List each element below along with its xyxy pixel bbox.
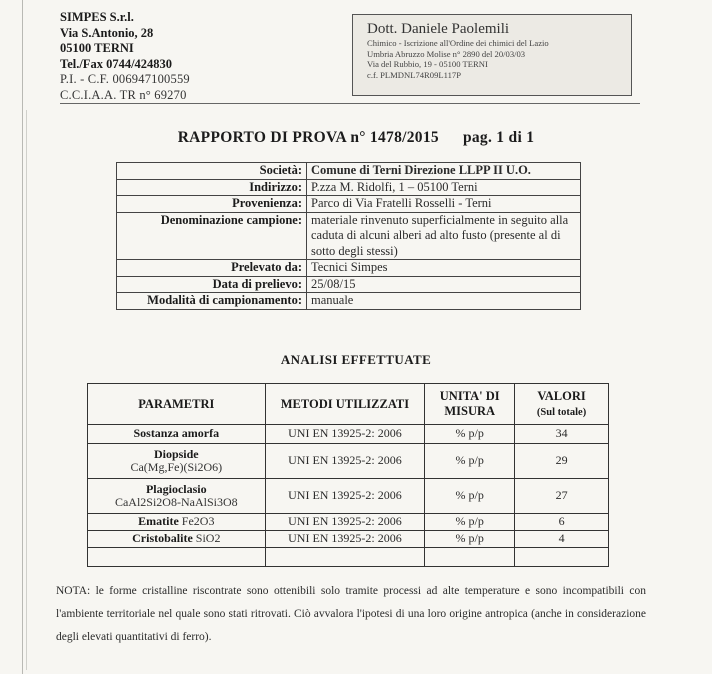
sample-info-table <box>116 162 581 310</box>
info-value: Comune di Terni Direzione LLPP II U.O. <box>307 163 581 180</box>
param-cell <box>88 425 266 444</box>
info-label: Prelevato da: <box>117 260 307 277</box>
scan-edge-line <box>22 0 23 674</box>
info-row <box>117 163 581 180</box>
empty-cell <box>425 548 515 567</box>
info-row <box>117 293 581 310</box>
stamp-line-1: Chimico - Iscrizione all'Ordine dei chimici del Lazio <box>367 38 549 48</box>
info-row <box>117 276 581 293</box>
company-telfax: Tel./Fax 0744/424830 <box>60 56 173 71</box>
stamp-line-3: Via del Rubbio, 19 - 05100 TERNI <box>367 59 488 69</box>
info-row <box>117 179 581 196</box>
company-name: SIMPES S.r.l. <box>60 10 134 24</box>
unit-cell: % p/p <box>425 531 515 548</box>
info-label: Denominazione campione: <box>117 212 307 260</box>
company-piva: P.I. - C.F. 006947100559 <box>60 72 190 86</box>
header-unita <box>425 384 515 425</box>
results-table <box>87 383 609 567</box>
note-paragraph: NOTA: le forme cristalline riscontrate sono ottenibili solo tramite processi ad alte temperature e sono incompatibili con l'ambiente territoriale nel quale sono stati ritrovati. Ciò avvalora l'ipotesi di una loro origine antropica (anche in considerazione degli elevati quantitativi di ferro). <box>56 585 646 643</box>
info-value: Tecnici Simpes <box>307 260 581 277</box>
method-cell: UNI EN 13925-2: 2006 <box>265 479 425 514</box>
method-cell: UNI EN 13925-2: 2006 <box>265 531 425 548</box>
header-divider <box>60 103 640 104</box>
value-cell: 27 <box>515 479 609 514</box>
info-row <box>117 260 581 277</box>
header-unita-line1: UNITA' DI <box>439 389 500 403</box>
report-number: RAPPORTO DI PROVA n° 1478/2015 <box>177 129 439 146</box>
scan-margin-line <box>26 110 27 670</box>
value-cell: 29 <box>515 444 609 479</box>
param-name: Ematite <box>138 514 179 529</box>
empty-cell <box>265 548 425 567</box>
report-page: pag. 1 di 1 <box>462 129 535 146</box>
param-formula: Ca(Mg,Fe)(Si2O6) <box>130 460 223 474</box>
company-city: 05100 TERNI <box>60 41 134 55</box>
info-label: Data di prelievo: <box>117 276 307 293</box>
table-row-empty <box>88 548 609 567</box>
info-row <box>117 196 581 213</box>
header-unita-line2: MISURA <box>444 404 496 418</box>
param-formula: CaAl2Si2O8-NaAlSi3O8 <box>114 495 238 509</box>
method-cell: UNI EN 13925-2: 2006 <box>265 425 425 444</box>
empty-cell <box>88 548 266 567</box>
param-name: Sostanza amorfa <box>133 426 220 441</box>
header-parametri: PARAMETRI <box>88 384 266 425</box>
param-formula: SiO2 <box>195 531 221 546</box>
table-row <box>88 514 609 531</box>
value-cell: 4 <box>515 531 609 548</box>
value-cell: 6 <box>515 514 609 531</box>
header-valori-line1: VALORI <box>537 388 586 403</box>
table-row <box>88 444 609 479</box>
info-value: 25/08/15 <box>307 276 581 293</box>
param-cell <box>88 444 266 479</box>
param-cell <box>88 531 266 548</box>
info-label: Società: <box>117 163 307 180</box>
param-cell <box>88 514 266 531</box>
info-label: Modalità di campionamento: <box>117 293 307 310</box>
unit-cell: % p/p <box>425 425 515 444</box>
analysis-title: ANALISI EFFETTUATE <box>280 352 432 367</box>
unit-cell: % p/p <box>425 444 515 479</box>
company-header <box>60 10 190 103</box>
unit-cell: % p/p <box>425 479 515 514</box>
header-metodi: METODI UTILIZZATI <box>265 384 425 425</box>
info-value: P.zza M. Ridolfi, 1 – 05100 Terni <box>307 179 581 196</box>
stamp-line-2: Umbria Abruzzo Molise n° 2890 del 20/03/03 <box>367 48 526 59</box>
results-header-row <box>88 384 609 425</box>
header-valori-line2: (Sul totale) <box>536 406 587 418</box>
stamp-line-4: c.f. PLMDNL74R09L117P <box>367 69 461 80</box>
stamp-name: Dott. Daniele Paolemili <box>367 21 510 37</box>
table-row <box>88 425 609 444</box>
unit-cell: % p/p <box>425 514 515 531</box>
info-label: Indirizzo: <box>117 179 307 196</box>
report-title <box>0 129 712 147</box>
info-value: materiale rinvenuto superficialmente in seguito alla caduta di alcuni alberi ad alto fusto (presente al di sotto degli stessi) <box>307 212 581 260</box>
method-cell: UNI EN 13925-2: 2006 <box>265 514 425 531</box>
param-formula: Fe2O3 <box>181 514 215 529</box>
chemist-stamp <box>352 14 632 96</box>
param-name: Plagioclasio <box>145 481 207 496</box>
header-valori <box>515 384 609 425</box>
empty-cell <box>515 548 609 567</box>
info-value: Parco di Via Fratelli Rosselli - Terni <box>307 196 581 213</box>
method-cell: UNI EN 13925-2: 2006 <box>265 444 425 479</box>
table-row <box>88 479 609 514</box>
info-label: Provenienza: <box>117 196 307 213</box>
info-row <box>117 212 581 260</box>
info-value: manuale <box>307 293 581 310</box>
param-name: Diopside <box>153 446 199 461</box>
company-address: Via S.Antonio, 28 <box>60 25 154 40</box>
param-cell <box>88 479 266 514</box>
param-name: Cristobalite <box>132 531 193 546</box>
value-cell: 34 <box>515 425 609 444</box>
company-cciaa: C.C.I.A.A. TR n° 69270 <box>60 87 187 102</box>
table-row <box>88 531 609 548</box>
